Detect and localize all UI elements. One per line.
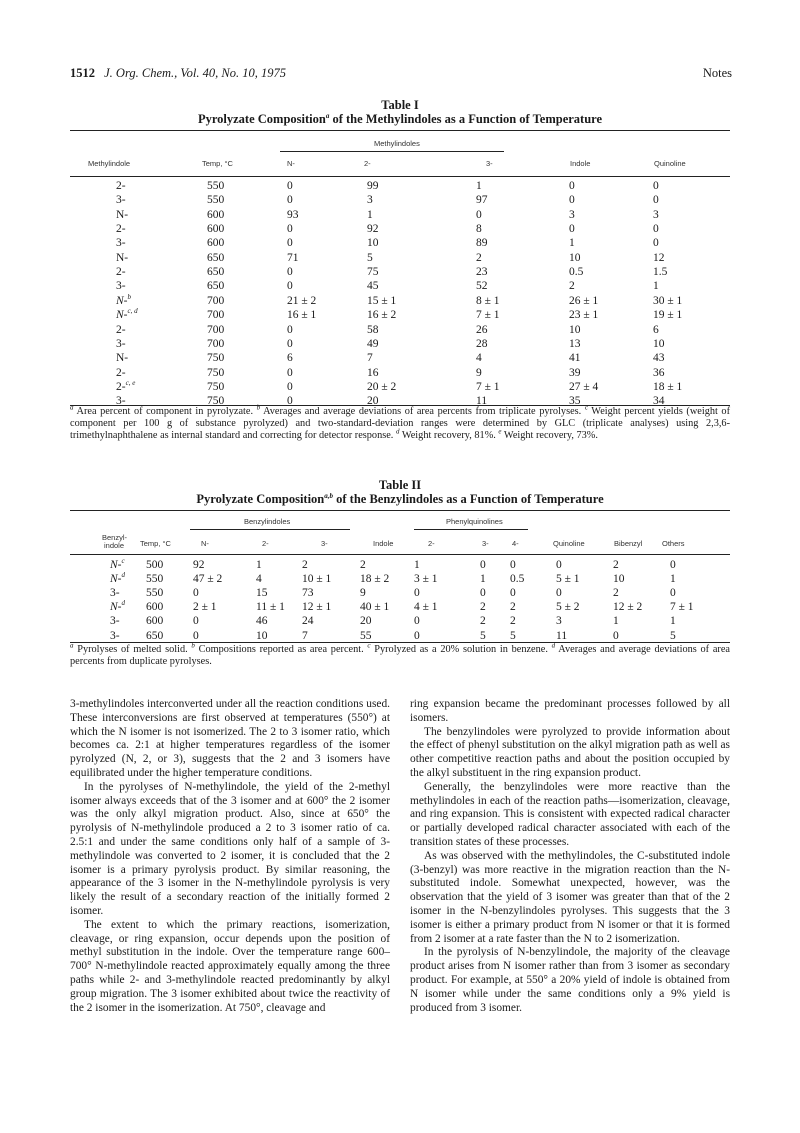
table2-cell: 73 (302, 587, 314, 600)
table2-column-header: 2- (262, 539, 269, 548)
table1-cell: 10 (367, 237, 379, 250)
table1-cell: 16 ± 2 (367, 309, 397, 322)
running-header (70, 66, 732, 81)
table1-cell: 0 (287, 237, 293, 250)
table1-cell: 45 (367, 280, 379, 293)
table1-cell: 0 (653, 194, 659, 207)
page-number: 1512 (70, 66, 95, 80)
table2-cell: 0 (556, 559, 562, 571)
table2-cell: 0 (193, 629, 199, 642)
table1-cell: 750 (207, 395, 225, 408)
table1-cell: 99 (367, 180, 379, 192)
table2-cell: 4 ± 1 (414, 601, 438, 614)
table1-cell: 71 (287, 251, 299, 264)
table1-cell: 41 (569, 352, 581, 365)
table2-cell: 650 (146, 629, 164, 642)
table1-column-header: Indole (570, 159, 591, 168)
table1-cell: 3- (116, 237, 126, 250)
table1-group-rule (280, 151, 504, 152)
table2-cell: 5 (510, 629, 516, 642)
table1-cell: 97 (476, 194, 488, 207)
table1-cell: 11 (476, 395, 488, 408)
table1-cell: 39 (569, 366, 581, 379)
table2-cell: N-$^d$ (110, 599, 125, 614)
table1-cell: 34 (653, 395, 665, 408)
table1-cell: 20 ± 2 (367, 380, 397, 393)
table2-cell: N-$^d$ (110, 571, 125, 586)
table2-cell: 0 (670, 559, 676, 571)
table2-cell: 3 (556, 615, 562, 628)
table1-cell: 3 (367, 194, 373, 207)
table1-cell: 10 (653, 337, 665, 350)
body-column-left (70, 698, 390, 1015)
table2-cell: 5 ± 1 (556, 573, 580, 586)
table2-cell: 0 (613, 629, 619, 642)
table2-cell: 0 (193, 615, 199, 628)
table2-cell: 3- (110, 615, 120, 628)
table1-header-rule (70, 176, 730, 177)
table2-column-header: Others (662, 539, 685, 548)
table2-col0-line1: Benzyl- (102, 533, 128, 542)
table1-cell: 0 (569, 194, 575, 207)
table1-cell: 8 ± 1 (476, 294, 500, 307)
table1-cell: 6 (653, 323, 659, 336)
table1-cell: 23 ± 1 (569, 309, 599, 322)
table2-cell: 5 ± 2 (556, 601, 580, 614)
table2-group1-header: Benzylindoles (244, 517, 291, 526)
table1-label: Table I (381, 98, 419, 112)
table2-bottom-rule (70, 642, 730, 643)
table2-cell: 11 ± 1 (256, 601, 285, 614)
table1-cell: 0 (287, 180, 293, 192)
table2-cell: 3 ± 1 (414, 573, 438, 586)
table1-cell: 600 (207, 237, 225, 250)
table1-cell: 2- (116, 366, 126, 379)
table2-cell: 46 (256, 615, 268, 628)
table1-cell: 92 (367, 223, 379, 236)
table2-cell: 9 (360, 587, 366, 600)
table1-cell: 0 (287, 395, 293, 408)
body-paragraph: ring expansion became the predominant processes followed by all isomers. (410, 698, 730, 724)
body-paragraph: The benzylindoles were pyrolyzed to provide information about the effect of phenyl substitution on the alkyl migration path as well as other competitive reaction paths and about the position occupied by the alkyl substituent in the ring expansion product. (410, 725, 730, 779)
table1-column-header: Quinoline (654, 159, 686, 168)
table1-cell: 2- (116, 180, 126, 192)
table1-cell: 3- (116, 194, 126, 207)
table1-cell: 2 (476, 251, 482, 264)
table2-cell: 1 (256, 559, 262, 571)
table1-cell: 12 (653, 251, 665, 264)
table1-cell: 750 (207, 366, 225, 379)
table2-column-header: Quinoline (553, 539, 585, 548)
table2-cell: 2 ± 1 (193, 601, 217, 614)
table1-cell: N-$^b$ (116, 292, 131, 307)
table1-top-rule (70, 130, 730, 131)
table1-cell: N- (116, 251, 129, 264)
table1-cell: 7 ± 1 (476, 309, 500, 322)
table2-title: Pyrolyzate Composition$^{a,b}$ of the Benzylindoles as a Function of Temperature (196, 491, 604, 506)
table1-cell: 20 (367, 395, 379, 408)
table2-cell: 7 ± 1 (670, 601, 694, 614)
table2-cell: 92 (193, 559, 205, 571)
table2-header-rule (70, 554, 730, 555)
table1-cell: 700 (207, 323, 225, 336)
table1-cell: 1 (569, 237, 575, 250)
table1-cell: 13 (569, 337, 581, 350)
table2-cell: 2 (613, 559, 619, 571)
table2-cell: 3- (110, 629, 120, 642)
table2-cell: 18 ± 2 (360, 573, 390, 586)
table1-cell: 89 (476, 237, 488, 250)
table2-cell: 0 (414, 629, 420, 642)
table1-cell: 7 (367, 352, 373, 365)
body-paragraph: 3-methylindoles interconverted under all the reaction conditions used. These interconversions are first observed at temperatures (550°) at which the N isomer is not isomerized. The 2 to 3 isomer ratio, which becomes ca. 2:1 at higher temperatures regardless of the isomer pyrolyzed (N, 2, or 3), suggests that the 2 and 3 isomers have equilibrated under the higher temperature conditions. (70, 698, 390, 779)
table1-cell: 43 (653, 352, 665, 365)
table2-cell: 500 (146, 559, 164, 571)
table2-cell: 55 (360, 629, 372, 642)
table1-cell: 700 (207, 294, 225, 307)
table1-cell: 550 (207, 194, 225, 207)
table2-column-header: 3- (482, 539, 489, 548)
table1-cell: 8 (476, 223, 482, 236)
table2-cell: 2 (510, 601, 516, 614)
table1-cell: 0 (476, 208, 482, 221)
table1-cell: 0 (569, 180, 575, 192)
body-paragraph: As was observed with the methylindoles, the C-substituted indole (3-benzyl) was more reactive in the migration reaction than the N-substituted indole. Somewhat unexpected, however, was the observation that the yield of 3 isomer was greater than that of the 2 isomer in the N-benzylindoles pyrolyses. This suggests that the 3 isomer is either a primary product from N isomer or that it is formed from 2 isomer at a rate faster than the N to 2 isomerization. (410, 849, 730, 945)
table1-cell: 2-$^{c, e}$ (116, 379, 136, 393)
table2-cell: 2 (480, 601, 486, 614)
table2-cell: 3- (110, 587, 120, 600)
table2-cell: 600 (146, 615, 164, 628)
table2-cell: 0 (414, 587, 420, 600)
table1-cell: 26 (476, 323, 488, 336)
table2-column-header: Temp, °C (140, 539, 171, 548)
table1-cell: N- (116, 352, 129, 365)
table1-cell: 3 (569, 208, 575, 221)
table2-cell: 10 (613, 573, 625, 586)
table2-cell: 4 (256, 573, 262, 586)
table2-cell: 550 (146, 573, 164, 586)
table2-cell: 24 (302, 615, 314, 628)
table2-footnote: $^a$ Pyrolyses of melted solid. $^b$ Compositions reported as area percent. $^c$ Pyrolyzed as a 20% solution in benzene. $^d$ Averages and average deviations of area percents from duplicate pyrolyses. (70, 641, 730, 668)
table1-title: Pyrolyzate Composition$^a$ of the Methylindoles as a Function of Temperature (197, 111, 603, 126)
table2-cell: 0.5 (510, 573, 525, 586)
table2-column-header: Bibenzyl (614, 539, 643, 548)
table1-cell: 650 (207, 266, 225, 279)
table2-cell: 550 (146, 587, 164, 600)
body-paragraph: Generally, the benzylindoles were more reactive than the methylindoles in each of the reaction paths—isomerization, cleavage, and ring expansion. This is consistent with expected radical character or partially developed radical character associated with each of the transition states of these processes. (410, 780, 730, 848)
table2-cell: 2 (480, 615, 486, 628)
table1-column-header: 2- (364, 159, 371, 168)
table2-group2-header: Phenylquinolines (446, 517, 503, 526)
table1-column-header: Temp, °C (202, 159, 233, 168)
table1-cell: 3- (116, 280, 126, 293)
table2-cell: 40 ± 1 (360, 601, 390, 614)
table2-cell: 7 (302, 629, 308, 642)
table1-cell: 35 (569, 395, 581, 408)
body-paragraph: In the pyrolysis of N-benzylindole, the majority of the cleavage product arises from N isomer rather than from 3 isomer as secondary product. For example, at 550° a 20% yield of indole is obtained from N isomer while under the same conditions only a 9% yield is produced from 3 isomer. (410, 946, 730, 1014)
table1-cell: 750 (207, 352, 225, 365)
table1-cell: 5 (367, 251, 373, 264)
table2-cell: 0 (510, 559, 516, 571)
table2-label: Table II (378, 478, 422, 492)
table2-group1-rule (190, 529, 350, 530)
table1-cell: 10 (569, 323, 581, 336)
table1-cell: N- (116, 208, 129, 221)
table1-cell: 10 (569, 251, 581, 264)
table2-column-header: 2- (428, 539, 435, 548)
table1-cell: 58 (367, 323, 379, 336)
table1-cell: 0 (653, 237, 659, 250)
table1-cell: 36 (653, 366, 665, 379)
table1-cell: 7 ± 1 (476, 380, 500, 393)
table1-cell: 0 (287, 366, 293, 379)
table2-cell: 2 (360, 559, 366, 571)
table1-cell: 0 (287, 337, 293, 350)
table1-cell: 0 (287, 194, 293, 207)
table2-group2-rule (414, 529, 528, 530)
table2-cell: 600 (146, 601, 164, 614)
table2-cell: 0 (193, 587, 199, 600)
table1-cell: 0 (287, 323, 293, 336)
table1-cell: 26 ± 1 (569, 294, 599, 307)
table2-cell: 0 (510, 587, 516, 600)
table1-cell: 1 (653, 280, 659, 293)
table2-cell: 0 (480, 559, 486, 571)
table2-column-header: 4- (512, 539, 519, 548)
table2-column-header: Indole (373, 539, 394, 548)
table1-column-header: 3- (486, 159, 493, 168)
table1-cell: 0 (287, 223, 293, 236)
table1-cell: 2- (116, 323, 126, 336)
table1-cell: 0 (287, 266, 293, 279)
table1-cell: 600 (207, 208, 225, 221)
table1-cell: 6 (287, 352, 293, 365)
table1-cell: 600 (207, 223, 225, 236)
table2-cell: 0 (414, 615, 420, 628)
table1-cell: 23 (476, 266, 488, 279)
table1-group-header: Methylindoles (374, 139, 420, 148)
table2-cell: 20 (360, 615, 372, 628)
table1-cell: 0.5 (569, 266, 584, 279)
table2-cell: 0 (556, 587, 562, 600)
table1-cell: 2 (569, 280, 575, 293)
table1-cell: 16 ± 1 (287, 309, 317, 322)
table1-cell: N-$^{c, d}$ (116, 307, 138, 322)
table2-cell: 47 ± 2 (193, 573, 223, 586)
table1-cell: 9 (476, 366, 482, 379)
body-paragraph: The extent to which the primary reactions, isomerization, cleavage, or ring expansion, occur depends upon the position of methyl substitution in the indole. Over the temperature range 600–700° N-methylindole reacted approximately equally among the three paths while 2- and 3-methylindole reacted predominantly by alkyl group migration. The 3 isomer exhibited about twice the reactivity of the 2 isomer in the isomerization. At 750°, cleavage and (70, 918, 390, 1014)
table1-cell: 650 (207, 251, 225, 264)
table2-cell: 15 (256, 587, 268, 600)
table1-cell: 75 (367, 266, 379, 279)
table1-cell: 0 (653, 180, 659, 192)
journal-citation: J. Org. Chem., Vol. 40, No. 10, 1975 (104, 66, 286, 80)
body-paragraph: In the pyrolyses of N-methylindole, the yield of the 2-methyl isomer always exceeds that of the 3 isomer and at 600° the 2 isomer was the only alkyl migration product. Also, since at 650° the pyrolysis of N-methylindole produced a 2 to 3 isomer ratio of ca. 2.5:1 and under the same conditions only half of a sample of 3-methylindole was converted to 2 isomer, it is concluded that the 2 isomer is a primary pyrolysis product. By similar reasoning, the appearance of the 3 isomer in the N-methylindole pyrolysis is very likely the result of a secondary reaction of the initially formed 2 isomer. (70, 780, 390, 917)
table2-cell: 5 (480, 629, 486, 642)
table1-cell: 0 (287, 380, 293, 393)
table2-cell: 2 (613, 587, 619, 600)
table1-cell: 550 (207, 180, 225, 192)
table1-cell: 30 ± 1 (653, 294, 683, 307)
table1-footnote: $^a$ Area percent of component in pyrolyzate. $^b$ Averages and average deviations of area percents from triplicate pyrolyses. $^c$ Weight percent yields (weight of component per 100 g of substance pyrolyzed) and two-standard-deviation ranges were determined by GLC (triplicate analyses) using 2,3,6-trimethylnaphthalene as internal standard and correcting for detector response. $^d$ Weight recovery, 81%. $^e$ Weight recovery, 73%. (70, 403, 731, 442)
table1-cell: 15 ± 1 (367, 294, 397, 307)
table2-cell: 1 (480, 573, 486, 586)
table1-cell: 1.5 (653, 266, 668, 279)
table2-cell: 2 (302, 559, 308, 571)
table2-col0-line2: indole (104, 541, 125, 550)
table2-cell: 11 (556, 629, 568, 642)
table2-cell: 1 (670, 615, 676, 628)
table1-cell: 21 ± 2 (287, 294, 317, 307)
table1-cell: 16 (367, 366, 379, 379)
table1-cell: 2- (116, 266, 126, 279)
table2-cell: 5 (670, 629, 676, 642)
table1-cell: 93 (287, 208, 299, 221)
table1-cell: 27 ± 4 (569, 380, 599, 393)
table2-cell: 1 (670, 573, 676, 586)
table1-cell: 700 (207, 309, 225, 322)
table1-column-header: N- (287, 159, 295, 168)
body-column-right (410, 698, 730, 1015)
table2-column-header: N- (201, 539, 209, 548)
section-name: Notes (702, 66, 732, 80)
table2-cell: 1 (414, 559, 420, 571)
table1-cell: 28 (476, 337, 488, 350)
table1-cell: 19 ± 1 (653, 309, 683, 322)
table1-cell: 700 (207, 337, 225, 350)
table1-cell: 650 (207, 280, 225, 293)
table2-cell: 0 (480, 587, 486, 600)
table1-cell: 49 (367, 337, 379, 350)
table2-cell: 10 ± 1 (302, 573, 332, 586)
table1-cell: 1 (367, 208, 373, 221)
table2-cell: 12 ± 2 (613, 601, 643, 614)
table1-column-header: Methylindole (88, 159, 131, 168)
table2-cell: 0 (670, 587, 676, 600)
table2-cell: 1 (613, 615, 619, 628)
table1-cell: 3 (653, 208, 659, 221)
table2-cell: 12 ± 1 (302, 601, 332, 614)
table1-cell: 4 (476, 352, 482, 365)
table1-cell: 0 (287, 280, 293, 293)
table2-column-header: 3- (321, 539, 328, 548)
table1-cell: 1 (476, 180, 482, 192)
table1-cell: 18 ± 1 (653, 380, 683, 393)
table1-cell: 52 (476, 280, 488, 293)
table1-cell: 0 (569, 223, 575, 236)
table2-cell: 2 (510, 615, 516, 628)
table1-cell: 2- (116, 223, 126, 236)
table1-cell: 3- (116, 337, 126, 350)
table2-cell: 10 (256, 629, 268, 642)
table2-top-rule (70, 510, 730, 511)
table1-cell: 0 (653, 223, 659, 236)
table1-cell: 750 (207, 380, 225, 393)
table1-cell: 3- (116, 395, 126, 408)
table2-cell: N-$^c$ (110, 557, 125, 571)
